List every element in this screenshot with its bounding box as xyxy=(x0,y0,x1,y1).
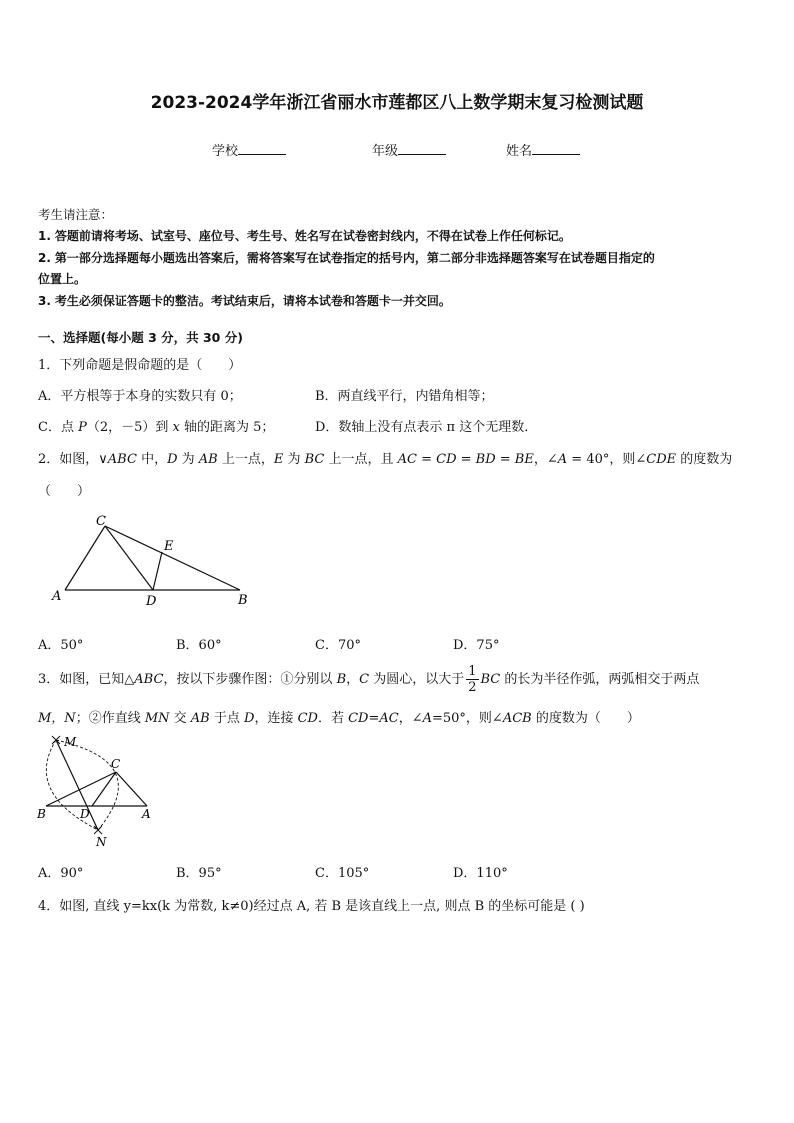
name-blank[interactable] xyxy=(532,142,580,155)
q2-stem: 2．如图，∨ABC 中，D 为 AB 上一点，E 为 BC 上一点，且 AC = CD = BD = BE，∠A = 40°，则∠CDE 的度数为 xyxy=(38,452,733,467)
segment-ac xyxy=(65,526,105,590)
q2-option-b[interactable]: B．60° xyxy=(176,638,222,653)
label-a: A xyxy=(142,807,151,821)
school-blank[interactable] xyxy=(238,142,286,155)
q2-option-d[interactable]: D．75° xyxy=(453,638,500,653)
q1-option-b[interactable]: B．两直线平行，内错角相等； xyxy=(315,389,494,404)
q3-option-a[interactable]: A．90° xyxy=(38,866,84,881)
q2-option-c[interactable]: C．70° xyxy=(315,638,361,653)
q3-figure xyxy=(34,732,164,850)
segment-ca xyxy=(116,772,147,806)
note-item-2: 2. 第一部分选择题每小题选出答案后，需将答案写在试卷指定的括号内，第二部分非选择题答案写在试卷题目指定的 xyxy=(38,251,655,265)
name-field: 姓名 xyxy=(506,140,580,159)
q1-option-a[interactable]: A．平方根等于本身的实数只有 0； xyxy=(38,389,242,404)
q3-stem-line2: M，N；②作直线 MN 交 AB 于点 D，连接 CD．若 CD=AC，∠A=50°，则∠ACB 的度数为（ ） xyxy=(38,711,640,726)
segment-de xyxy=(153,552,162,590)
note-item-2-cont: 位置上。 xyxy=(38,272,87,286)
note-item-1: 1. 答题前请将考场、试室号、座位号、考生号、姓名写在试卷密封线内，不得在试卷上作任何标记。 xyxy=(38,229,571,243)
q1-option-d[interactable]: D．数轴上没有点表示 π 这个无理数． xyxy=(315,420,538,435)
section-heading: 一、选择题(每小题 3 分，共 30 分) xyxy=(38,330,243,345)
exam-notes xyxy=(38,204,760,312)
label-b: B xyxy=(37,807,46,821)
label-n: N xyxy=(96,835,107,849)
q4-stem: 4．如图, 直线 y=kx(k 为常数, k≠0)经过点 A, 若 B 是该直线上一点, 则点 B 的坐标可能是 ( ) xyxy=(38,899,585,914)
label-c: C xyxy=(111,757,121,771)
label-e: E xyxy=(164,539,174,554)
segment-cb xyxy=(105,526,240,590)
note-item-3: 3. 考生必须保证答题卡的整洁。考试结束后，请将本试卷和答题卡一并交回。 xyxy=(38,294,451,308)
label-d: D xyxy=(80,807,90,821)
q2-answer-paren: （ ） xyxy=(38,484,91,499)
q3-option-d[interactable]: D．110° xyxy=(453,866,508,881)
segment-cd xyxy=(105,526,153,590)
grade-blank[interactable] xyxy=(398,142,446,155)
school-field: 学校 xyxy=(212,140,286,159)
label-m: M xyxy=(64,735,77,749)
segment-cd xyxy=(92,772,116,806)
q2-option-a[interactable]: A．50° xyxy=(38,638,84,653)
q2-figure xyxy=(50,512,260,608)
label-b: B xyxy=(238,593,248,608)
q3-stem: 3．如图，已知△ABC，按以下步骤作图：①分别以 B，C 为圆心，以大于 $\frac{1}{2}$ BC 的长为半径作弧，两弧相交于两点 xyxy=(38,664,700,695)
q1-stem: 1．下列命题是假命题的是（ ） xyxy=(38,358,242,373)
q3-option-c[interactable]: C．105° xyxy=(315,866,370,881)
q1-option-c[interactable]: C．点 P（2，－5）到 x 轴的距离为 5； xyxy=(38,420,275,435)
segment-bc xyxy=(46,772,116,806)
label-c: C xyxy=(96,514,106,529)
grade-field: 年级 xyxy=(372,140,446,159)
line-mn xyxy=(56,740,98,830)
fraction-half: $\frac{1}{2}$ xyxy=(468,664,477,695)
q3-option-b[interactable]: B．95° xyxy=(176,866,222,881)
notes-heading: 考生请注意： xyxy=(38,207,114,222)
page-title: 2023-2024学年浙江省丽水市莲都区八上数学期末复习检测试题 xyxy=(150,93,644,113)
label-a: A xyxy=(52,589,62,604)
label-d: D xyxy=(146,594,157,608)
